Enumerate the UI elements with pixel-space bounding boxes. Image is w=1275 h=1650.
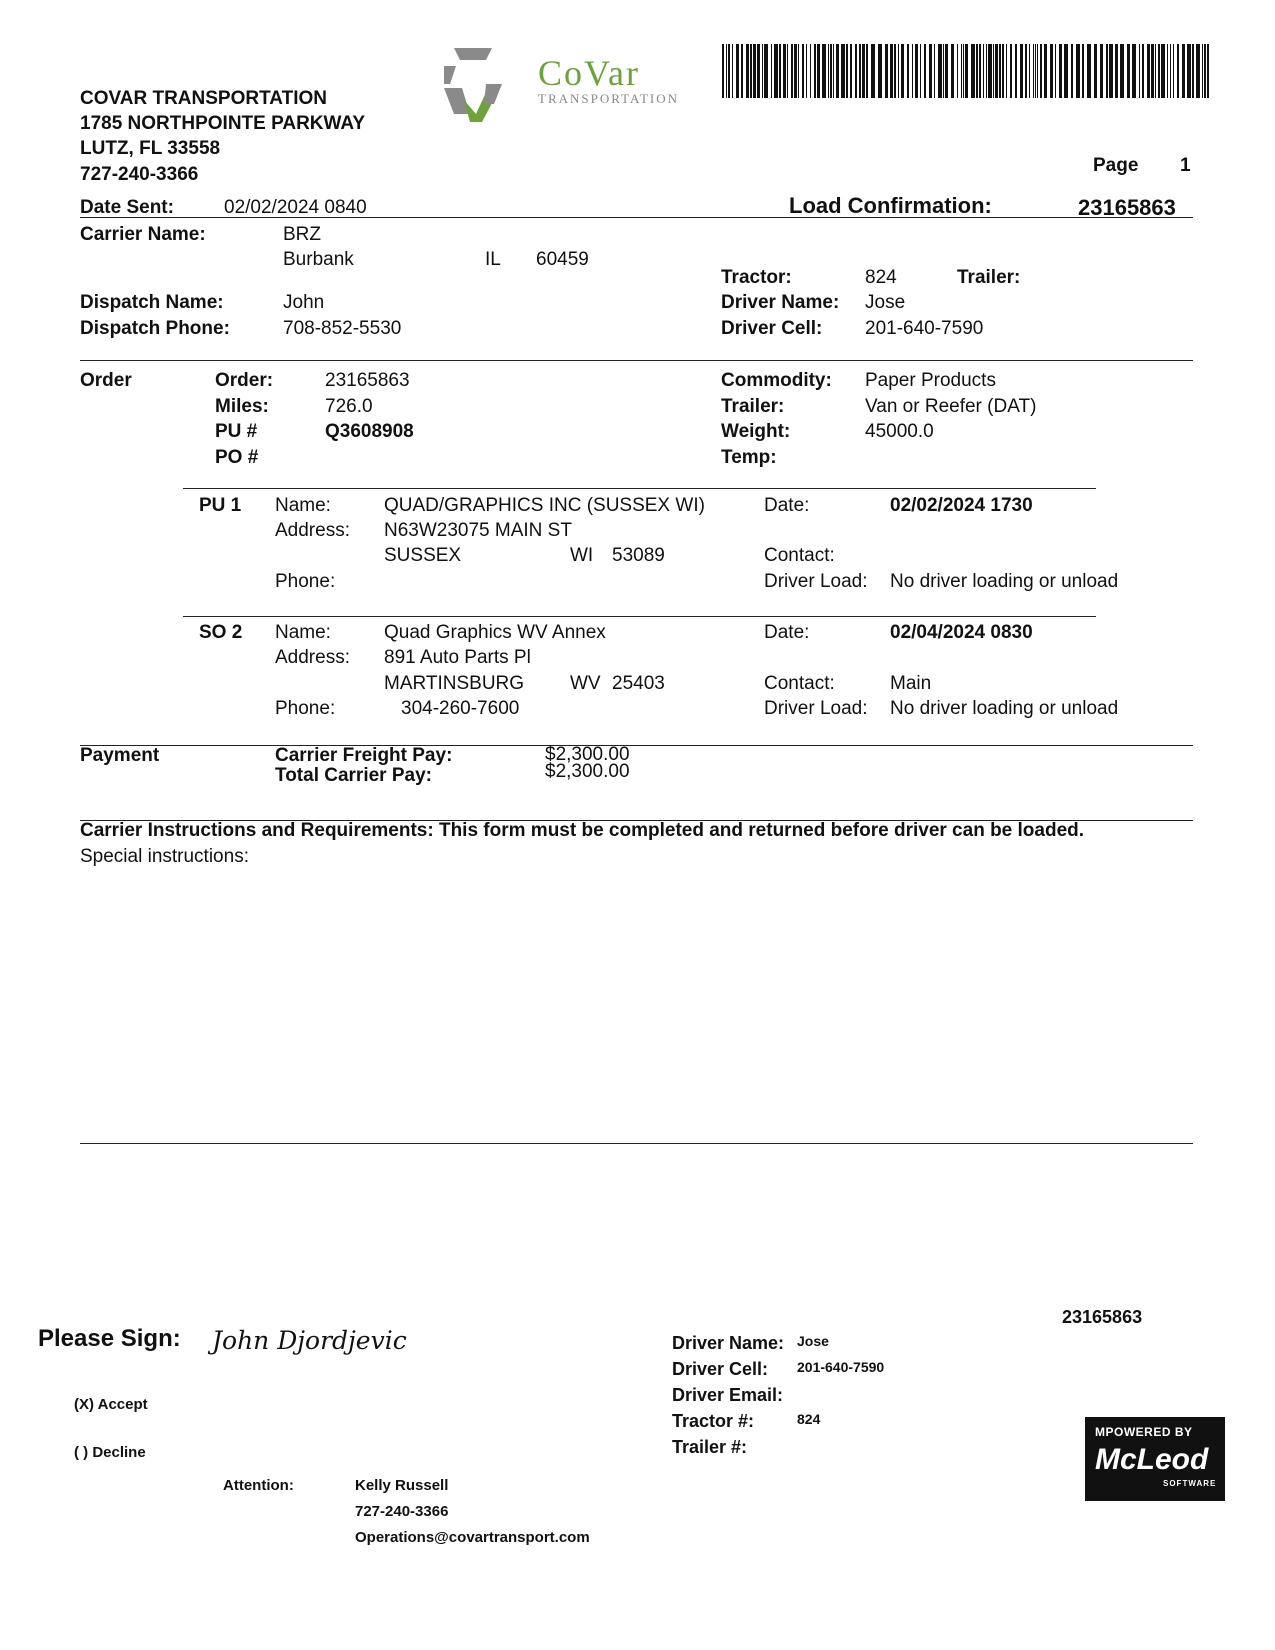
stop-tag: PU 1	[199, 495, 242, 516]
stop-zip: 25403	[612, 673, 665, 694]
page-label: Page	[1093, 155, 1139, 176]
commodity-label: Commodity:	[721, 370, 832, 391]
footer-tractor: 824	[797, 1411, 821, 1427]
order-trailer-value: Van or Reefer (DAT)	[865, 396, 1037, 417]
footer-driver-name-label: Driver Name:	[672, 1333, 785, 1353]
stop-date-label: Date:	[764, 495, 810, 516]
driver-cell-label: Driver Cell:	[721, 318, 823, 339]
weight-value: 45000.0	[865, 421, 934, 442]
temp-label: Temp:	[721, 447, 777, 468]
stop-contact-label: Contact:	[764, 545, 835, 566]
stop-divider	[183, 616, 1096, 617]
stop-name-label: Name:	[275, 622, 331, 643]
tractor-label: Tractor:	[721, 267, 792, 288]
stop-address: N63W23075 MAIN ST	[384, 520, 572, 541]
footer-driver-name: Jose	[797, 1333, 829, 1349]
footer-driver-cell-label: Driver Cell:	[672, 1359, 769, 1379]
company-street: 1785 NORTHPOINTE PARKWAY	[80, 113, 366, 134]
logo-wordmark: CoVar	[538, 53, 640, 93]
weight-label: Weight:	[721, 421, 791, 442]
footer-driver-email-label: Driver Email:	[672, 1385, 784, 1405]
driver-name-label: Driver Name:	[721, 292, 840, 313]
stop-zip: 53089	[612, 545, 665, 566]
pu-label: PU #	[215, 421, 258, 442]
footer-driver-cell: 201-640-7590	[797, 1359, 885, 1375]
stop-address-label: Address:	[275, 520, 350, 541]
stop-phone-label: Phone:	[275, 571, 336, 592]
stop-state: WI	[570, 545, 594, 566]
stop-driver-load-label: Driver Load:	[764, 571, 868, 592]
stop-address-label: Address:	[275, 647, 350, 668]
page-number: 1	[1180, 155, 1191, 176]
stop-contact: Main	[890, 673, 932, 694]
stop-driver-load: No driver loading or unload	[890, 571, 1119, 592]
powered-by-mcleod-logo	[1085, 1417, 1225, 1501]
miles-label: Miles:	[215, 396, 269, 417]
stop-phone: 304-260-7600	[401, 698, 520, 719]
total-pay-value: $2,300.00	[545, 761, 630, 782]
signature: John Djordjevic	[212, 1326, 407, 1355]
date-sent-label: Date Sent:	[80, 197, 174, 218]
dispatch-name: John	[283, 292, 325, 313]
commodity-value: Paper Products	[865, 370, 996, 391]
po-label: PO #	[215, 447, 259, 468]
footer-tractor-label: Tractor #:	[672, 1411, 755, 1431]
carrier-state: IL	[485, 249, 501, 270]
dispatch-phone: 708-852-5530	[283, 318, 402, 339]
stop-date-label: Date:	[764, 622, 810, 643]
logo-subtitle: TRANSPORTATION	[538, 91, 680, 106]
stop-name-label: Name:	[275, 495, 331, 516]
stop-date: 02/02/2024 1730	[890, 495, 1033, 516]
stop-address: 891 Auto Parts Pl	[384, 647, 531, 668]
miles-value: 726.0	[325, 396, 373, 417]
order-label: Order:	[215, 370, 274, 391]
freight-pay-value: $2,300.00	[545, 744, 630, 765]
instructions-heading: Carrier Instructions and Requirements: This form must be completed and returned before driver can be loaded.	[80, 820, 1085, 841]
carrier-name-label: Carrier Name:	[80, 224, 206, 245]
special-instructions-label: Special instructions:	[80, 846, 249, 867]
load-confirmation-label: Load Confirmation:	[789, 193, 992, 218]
tractor-value: 824	[865, 267, 897, 288]
attention-label: Attention:	[223, 1477, 294, 1494]
driver-name: Jose	[865, 292, 906, 313]
stop-city: MARTINSBURG	[384, 673, 525, 694]
stop-phone-label: Phone:	[275, 698, 336, 719]
stop-divider	[183, 488, 1096, 489]
driver-cell: 201-640-7590	[865, 318, 984, 339]
order-section-label: Order	[80, 370, 132, 391]
date-sent-value: 02/02/2024 0840	[224, 197, 367, 218]
header-divider	[80, 217, 1193, 218]
accept-option[interactable]: (X) Accept	[74, 1396, 148, 1413]
stop-driver-load-label: Driver Load:	[764, 698, 868, 719]
stop-state: WV	[570, 673, 601, 694]
carrier-zip: 60459	[536, 249, 589, 270]
payment-section-label: Payment	[80, 745, 160, 766]
instructions-end-divider	[80, 1143, 1193, 1144]
order-number: 23165863	[325, 370, 410, 391]
stop-driver-load: No driver loading or unload	[890, 698, 1119, 719]
barcode-image	[722, 44, 1212, 98]
mcleod-brand: McLeod	[1095, 1443, 1209, 1476]
company-phone: 727-240-3366	[80, 164, 199, 185]
company-name: COVAR TRANSPORTATION	[80, 88, 327, 109]
order-trailer-label: Trailer:	[721, 396, 785, 417]
decline-option[interactable]: ( ) Decline	[74, 1444, 146, 1461]
stop-city: SUSSEX	[384, 545, 462, 566]
footer-trailer-label: Trailer #:	[672, 1437, 748, 1457]
stop-tag: SO 2	[199, 622, 243, 643]
attention-phone: 727-240-3366	[355, 1503, 449, 1520]
mcleod-sub: SOFTWARE	[1163, 1479, 1217, 1488]
order-divider	[80, 360, 1193, 361]
attention-name: Kelly Russell	[355, 1477, 449, 1494]
carrier-city: Burbank	[283, 249, 354, 270]
reference-number: 23165863	[1062, 1307, 1143, 1327]
freight-pay-label: Carrier Freight Pay:	[275, 745, 453, 766]
dispatch-name-label: Dispatch Name:	[80, 292, 224, 313]
load-confirmation-number: 23165863	[1078, 195, 1176, 220]
trailer-label: Trailer:	[957, 267, 1021, 288]
pu-value: Q3608908	[325, 421, 414, 442]
company-city: LUTZ, FL 33558	[80, 138, 221, 159]
please-sign-label: Please Sign:	[38, 1325, 181, 1352]
carrier-name: BRZ	[283, 224, 321, 245]
stop-name: QUAD/GRAPHICS INC (SUSSEX WI)	[384, 495, 705, 516]
powered-by-label: MPOWERED BY	[1095, 1425, 1193, 1439]
stop-name: Quad Graphics WV Annex	[384, 622, 606, 643]
payment-divider	[80, 745, 1193, 746]
dispatch-phone-label: Dispatch Phone:	[80, 318, 230, 339]
total-pay-label: Total Carrier Pay:	[275, 765, 432, 786]
stop-date: 02/04/2024 0830	[890, 622, 1033, 643]
attention-email[interactable]: Operations@covartransport.com	[355, 1529, 590, 1546]
covar-logo-icon	[440, 44, 520, 124]
stop-contact-label: Contact:	[764, 673, 835, 694]
